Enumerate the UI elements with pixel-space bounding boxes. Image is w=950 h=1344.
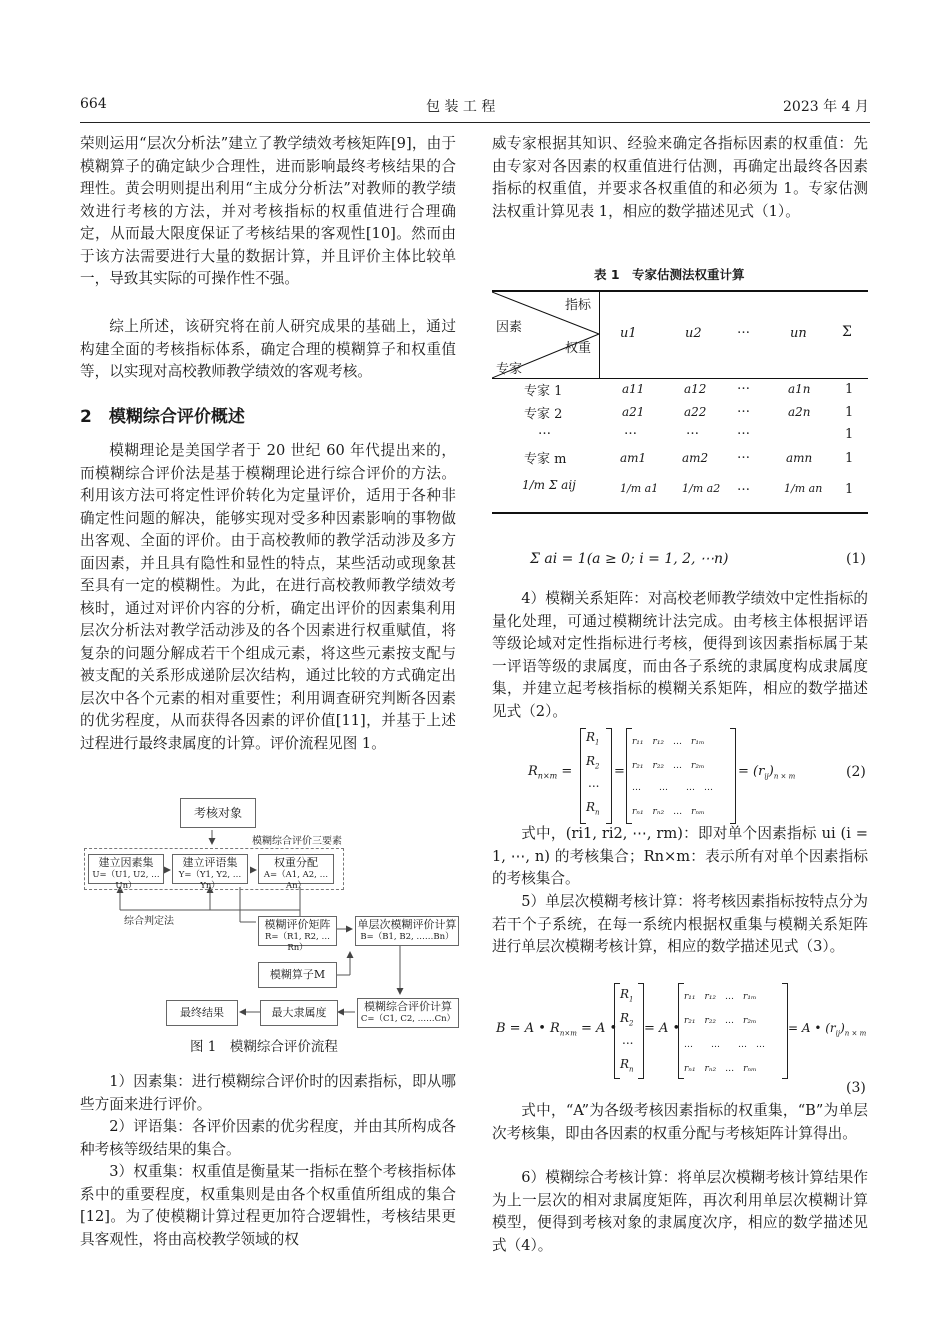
factor-set-formula: U=（U1, U2, …Un） (92, 870, 160, 891)
comprehensive-label: 综合判定法 (124, 916, 174, 927)
table-1 (492, 290, 868, 514)
equation-1: Σ ai = 1(a ≥ 0; i = 1, 2, ⋯n) (530, 551, 729, 567)
fuzzy-calc-box (357, 998, 459, 1028)
fuzzy-matrix-box (258, 916, 337, 953)
row4-c5: 1 (845, 451, 854, 466)
row5-label: 1/m Σ aij (522, 478, 576, 492)
page-number: 664 (80, 96, 107, 112)
row1-c5: 1 (845, 382, 854, 397)
row4-c1: am1 (620, 451, 647, 465)
item-3: 3）权重集：权重值是衡量某一指标在整个考核指标体系中的重要程度，权重集则是由各个权重值所组成的集合[12]。为了使模糊计算过程更加符合逻辑性，考核结果更具客观性，将由高校教学领域的权 (80, 1163, 456, 1248)
table-bottom-rule (492, 512, 868, 514)
row4-label: 专家 m (524, 452, 567, 467)
row4-c2: am2 (682, 451, 709, 465)
col-un: un (790, 326, 807, 341)
left-para-2: 综上所述，该研究将在前人研究成果的基础上，通过构建全面的考核指标体系，确定合理的模糊算子和权重值等，以实现对高校教师教学绩效的客观考核。 (80, 318, 456, 380)
table-caption: 表 1 专家估测法权重计算 (594, 267, 745, 282)
header-rule (80, 122, 870, 123)
equation-1-number: (1) (846, 551, 866, 567)
row2-c5: 1 (845, 405, 854, 420)
item-4: 4）模糊关系矩阵：对高校老师教学绩效中定性指标的量化处理，可通过模糊统计法完成。由考核主体根据评语等级论域对定性指标进行考核，便得到该因素指标属于某一评语等级的隶属度，而由各子系统的隶属度构成隶属度集，并建立起考核指标的模糊关系矩阵，相应的数学描述见式（2）。 (492, 590, 868, 720)
operator-box: 模糊算子M (258, 962, 337, 988)
equation-3-number: (3) (846, 1080, 866, 1096)
figure-caption: 图 1 模糊综合评价流程 (190, 1039, 338, 1055)
single-level-box (355, 916, 459, 946)
col-u2: u2 (685, 326, 702, 341)
hdr-weight: 权重 (565, 341, 592, 356)
weight-formula: A=（A1, A2, …An） (263, 870, 329, 891)
row5-c5: 1 (845, 482, 854, 497)
fuzzy-calc-formula: C=（C1, C2, ……Cn） (360, 1014, 456, 1024)
eq3-description: 式中，“A”为各级考核因素指标的权重集，“B”为单层次考核集，即由各因素的权重分配与考核矩阵计算得出。 (492, 1102, 868, 1142)
col-u1: u1 (620, 326, 637, 341)
item-6: 6）模糊综合考核计算：将单层次模糊考核计算结果作为上一层次的相对隶属度矩阵，再次利用单层次模糊计算模型，便得到考核对象的隶属度次序，相应的数学描述见式（4）。 (492, 1169, 868, 1254)
equation-2: $R_{n\times m}$ = $R_1$ $R_2$ ... $R_n$ = r₁₁ r₁₂ … r₁ₘ r₂₁ r₂₂ … r₂ₘ … … … … rₙ₁ rₙ₂ … rₙₘ = $(r_{ij})_{n \times m}$ (528, 728, 848, 824)
issue-date: 2023 年 4 月 (783, 99, 869, 115)
row4-c4: amn (786, 451, 813, 465)
row2-c2: a22 (684, 405, 707, 419)
fuzzy-calc-label: 模糊综合评价计算 (364, 1000, 452, 1013)
fuzzy-matrix-label: 模糊评价矩阵 (264, 918, 331, 931)
weight-box (258, 854, 334, 891)
max-membership-box: 最大隶属度 (260, 1000, 338, 1026)
row3-c2: … (686, 423, 699, 438)
row1-c1: a11 (622, 382, 645, 396)
row1-c3: … (737, 378, 750, 393)
row5-c2: 1/m a2 (682, 482, 721, 495)
section-title: 2 模糊综合评价概述 (80, 407, 245, 427)
col-ellipsis: … (737, 322, 750, 337)
row3-c5: 1 (845, 427, 854, 442)
journal-title: 包 装 工 程 (426, 99, 496, 115)
row1-label: 专家 1 (524, 384, 563, 399)
left-para-1: 荣则运用“层次分析法”建立了教学绩效考核矩阵[9]，由于模糊算子的确定缺少合理性，进而影响最终考核结果的合理性。黄会明则提出利用“主成分分析法”对教师的教学绩效进行考核的方法，并对考核指标的权重值进行合理确定，从而最大限度保证了考核结果的客观性[10]。然而由于该方法需要进行大量的数据计算，并且评价主体比较单一，导致其实际的可操作性不强。 (80, 135, 456, 287)
table-mid-rule (492, 378, 868, 379)
row3-label: … (538, 423, 551, 438)
row3-c3: … (737, 423, 750, 438)
row5-c1: 1/m a1 (620, 482, 659, 495)
right-para-1: 威专家根据其知识、经验来确定各指标因素的权重值：先由专家对各因素的权重值进行估测，再确定出最终各因素指标的权重值，并要求各权重值的和必须为 1。专家估测法权重计算见表 1，相应的数学描述见式（1）。 (492, 135, 868, 220)
factor-set-label: 建立因素集 (98, 856, 154, 869)
item-1: 1）因素集：进行模糊综合评价时的因素指标，即从哪些方面来进行评价。 (80, 1073, 456, 1113)
figure-1 (80, 792, 460, 1042)
hdr-expert: 专家 (496, 362, 523, 377)
eq2-description: 式中，(ri1, ri2, ⋯, rm)：即对单个因素指标 ui (i = 1, ⋯, n) 的考核集合；Rn×m：表示所有对单个因素指标的考核集合。 (492, 825, 868, 887)
item-2: 2）评语集：各评价因素的优劣程度，并由其所构成各种考核等级结果的集合。 (80, 1118, 456, 1158)
single-level-label: 单层次模糊评价计算 (357, 918, 457, 931)
row4-c3: … (737, 447, 750, 462)
row2-c3: … (737, 401, 750, 416)
hdr-factor: 因素 (496, 320, 523, 335)
eval-set-formula: Y=（Y1, Y2, …Yn） (178, 870, 242, 891)
left-para-3: 模糊理论是美国学者于 20 世纪 60 年代提出来的，而模糊综合评价法是基于模糊理论进行综合评价的方法。利用该方法可将定性评价转化为定量评价，适用于各种非确定性问题的解决，能够实现对受多种因素影响的事物做出客观、全面的评价。由于高校教师的教学活动涉及多方面因素，并且具有隐性和显性的特点，某些活动或现象甚至具有一定的模糊性。为此，在进行高校教师教学绩效考核时，通过对评价内容的分析，确定出评价的因素集利用层次分析法对教学活动涉及的各个因素进行权重赋值，将复杂的问题分解成若干个组成元素，将这些元素按支配与被支配的关系形成递阶层次结构，通过比较的方式确定出层次中各个元素的相对重要性；利用调查研究判断各因素的优劣程度，从而获得各因素的评价值[11]，并基于上述过程进行最终隶属度的计算。评价流程见图 1。 (80, 442, 456, 752)
row5-c4: 1/m an (784, 482, 823, 495)
final-result-box: 最终结果 (166, 1000, 238, 1026)
item-5: 5）单层次模糊考核计算：将考核因素指标按特点分为若干个子系统，在每一系统内根据权重集与模糊关系矩阵进行单层次模糊考核计算，相应的数学描述见式（3）。 (492, 893, 868, 955)
equation-3: B = A • $R_{n\times m} = A$ • $R_1$ $R_2$ ... $R_n$ = A • r₁₁ r₁₂ … r₁ₘ r₂₁ r₂₂ … r₂ₘ … … … … rₙ₁ rₙ₂ … rₙₘ = A • $(r_{ij})_{n \times m}$ (496, 983, 868, 1079)
row2-label: 专家 2 (524, 407, 563, 422)
hdr-indicator: 指标 (565, 298, 592, 313)
factor-set-box (88, 854, 164, 891)
row3-c1: … (624, 423, 637, 438)
single-level-formula: B=（B1, B2, ……Bn） (360, 932, 454, 942)
fuzzy-matrix-formula: R=（R1, R2, …Rn） (265, 932, 330, 953)
row2-c4: a2n (788, 405, 811, 419)
equation-2-number: (2) (846, 764, 866, 780)
eval-set-box (172, 854, 248, 891)
row2-c1: a21 (622, 405, 645, 419)
target-box: 考核对象 (180, 798, 256, 828)
row5-c3: … (737, 479, 750, 494)
eval-set-label: 建立评语集 (182, 856, 238, 869)
row1-c2: a12 (684, 382, 707, 396)
three-elements-label: 模糊综合评价三要素 (252, 836, 342, 847)
row1-c4: a1n (788, 382, 811, 396)
weight-label: 权重分配 (274, 856, 318, 869)
col-sigma: Σ (842, 324, 852, 340)
